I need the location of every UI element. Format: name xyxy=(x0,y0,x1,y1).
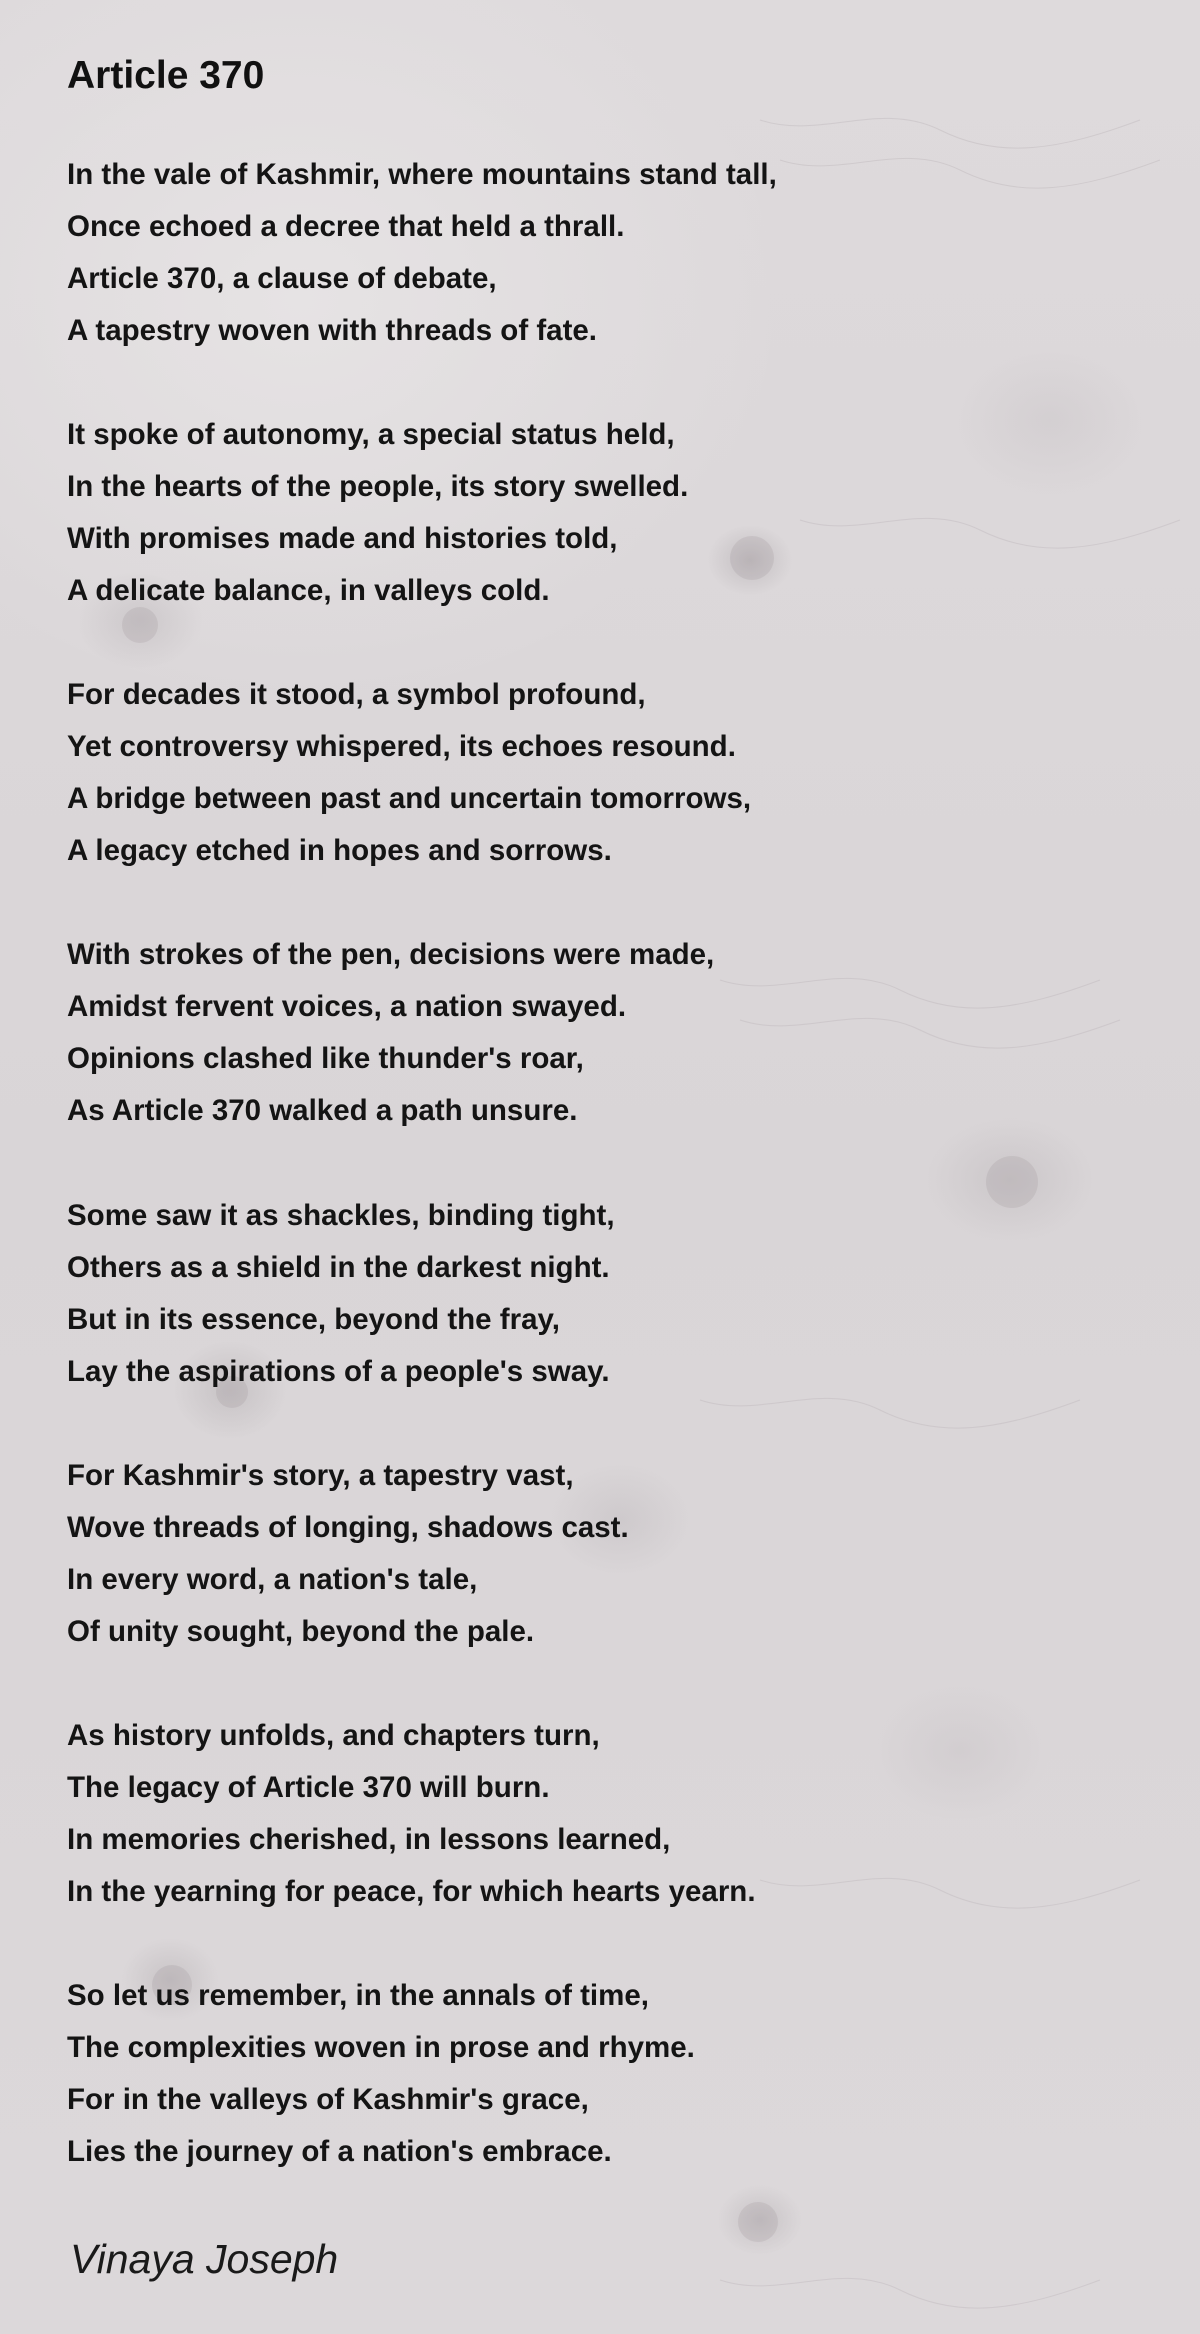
poem-line: In every word, a nation's tale, xyxy=(67,1563,478,1596)
stanza-8 xyxy=(67,1970,1167,2178)
stanza-2 xyxy=(67,409,1167,617)
poem-line: For decades it stood, a symbol profound, xyxy=(67,678,646,711)
poem-line: In memories cherished, in lessons learned, xyxy=(67,1823,671,1856)
poem-line: Lies the journey of a nation's embrace. xyxy=(67,2135,612,2168)
stanza-1 xyxy=(67,149,1167,357)
poem-line: For in the valleys of Kashmir's grace, xyxy=(67,2083,589,2116)
poem-line: A delicate balance, in valleys cold. xyxy=(67,574,550,607)
poem-line: Others as a shield in the darkest night. xyxy=(67,1251,610,1284)
poem-line: Lay the aspirations of a people's sway. xyxy=(67,1355,610,1388)
poem-line: It spoke of autonomy, a special status held, xyxy=(67,418,675,451)
poem-line: With promises made and histories told, xyxy=(67,522,618,555)
poem-line: Some saw it as shackles, binding tight, xyxy=(67,1199,615,1232)
stanza-4 xyxy=(67,929,1167,1137)
poem-line: Yet controversy whispered, its echoes resound. xyxy=(67,730,736,763)
poem-line: Of unity sought, beyond the pale. xyxy=(67,1615,535,1648)
poem-line: As history unfolds, and chapters turn, xyxy=(67,1719,600,1752)
stanza-7 xyxy=(67,1710,1167,1918)
stanza-5 xyxy=(67,1190,1167,1398)
poem-line: A bridge between past and uncertain tomorrows, xyxy=(67,782,752,815)
poem-line: But in its essence, beyond the fray, xyxy=(67,1303,560,1336)
poem-line: Article 370, a clause of debate, xyxy=(67,262,497,295)
poem-line: The complexities woven in prose and rhyme. xyxy=(67,2031,695,2064)
poem-line: In the yearning for peace, for which hearts yearn. xyxy=(67,1875,756,1908)
poem-line: Once echoed a decree that held a thrall. xyxy=(67,210,625,243)
poem-line: Wove threads of longing, shadows cast. xyxy=(67,1511,629,1544)
poem-line: As Article 370 walked a path unsure. xyxy=(67,1094,578,1127)
poem-line: Amidst fervent voices, a nation swayed. xyxy=(67,990,627,1023)
stanza-3 xyxy=(67,669,1167,877)
stanza-6 xyxy=(67,1450,1167,1658)
poem-line: With strokes of the pen, decisions were made, xyxy=(67,938,715,971)
poem-title: Article 370 xyxy=(67,54,265,97)
poem-author: Vinaya Joseph xyxy=(70,2236,339,2282)
poem-line: Opinions clashed like thunder's roar, xyxy=(67,1042,584,1075)
poem-line: A tapestry woven with threads of fate. xyxy=(67,314,598,347)
poem-line: So let us remember, in the annals of time, xyxy=(67,1979,649,2012)
poem-line: In the vale of Kashmir, where mountains stand tall, xyxy=(67,158,777,191)
poem-line: In the hearts of the people, its story swelled. xyxy=(67,470,689,503)
poem-line: The legacy of Article 370 will burn. xyxy=(67,1771,550,1804)
poem-line: A legacy etched in hopes and sorrows. xyxy=(67,834,612,867)
poem-line: For Kashmir's story, a tapestry vast, xyxy=(67,1459,574,1492)
